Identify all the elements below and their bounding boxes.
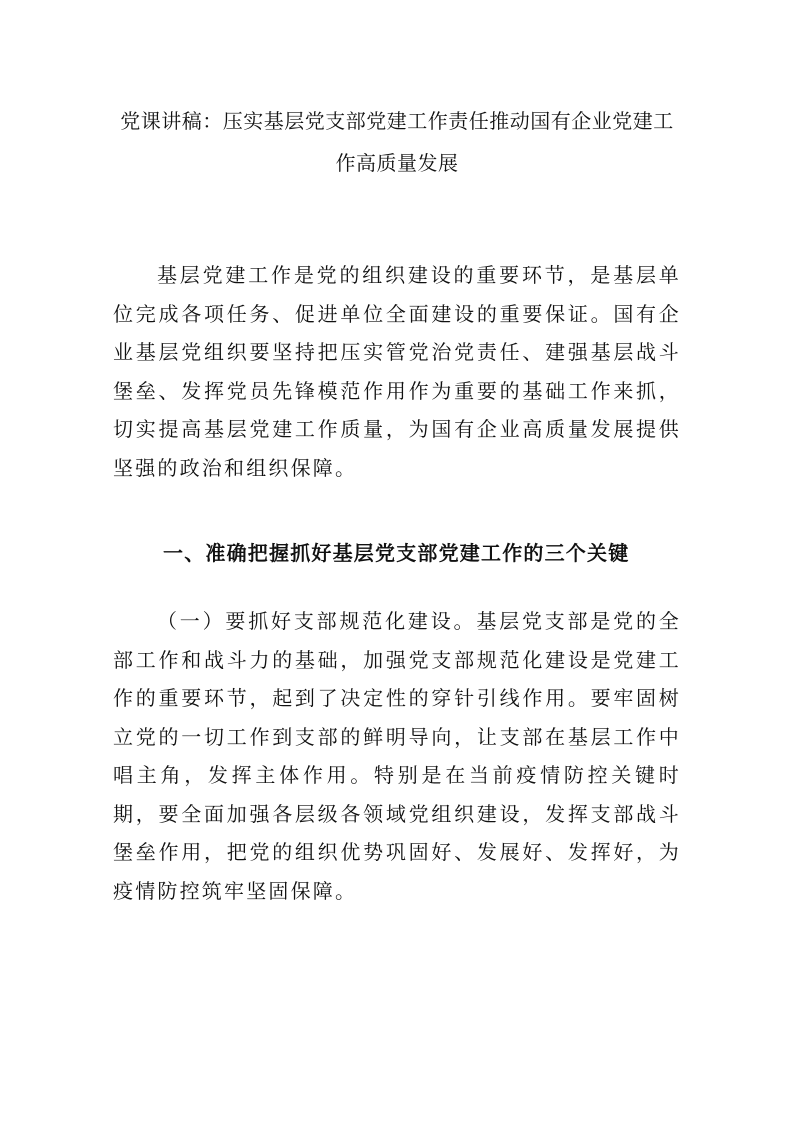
intro-paragraph: 基层党建工作是党的组织建设的重要环节，是基层单位完成各项任务、促进单位全面建设的重要保证。国有企业基层党组织要坚持把压实管党治党责任、建强基层战斗堡垒、发挥党员先锋模范作用作为重要的基础工作来抓，切实提高基层党建工作质量，为国有企业高质量发展提供坚强的政治和组织保障。 bbox=[113, 263, 681, 480]
section-1-paragraph-1: （一）要抓好支部规范化建设。基层党支部是党的全部工作和战斗力的基础，加强党支部规范化建设是党建工作的重要环节，起到了决定性的穿针引线作用。要牢固树立党的一切工作到支部的鲜明导向，让支部在基层工作中唱主角，发挥主体作用。特别是在当前疫情防控关键时期，要全面加强各层级各领域党组织建设，发挥支部战斗堡垒作用，把党的组织优势巩固好、发展好、发挥好，为疫情防控筑牢坚固保障。 bbox=[113, 609, 681, 903]
document-title: 党课讲稿：压实基层党支部党建工作责任推动国有企业党建工作高质量发展 bbox=[120, 109, 674, 175]
section-1-heading: 一、准确把握抓好基层党支部党建工作的三个关键 bbox=[163, 541, 630, 565]
